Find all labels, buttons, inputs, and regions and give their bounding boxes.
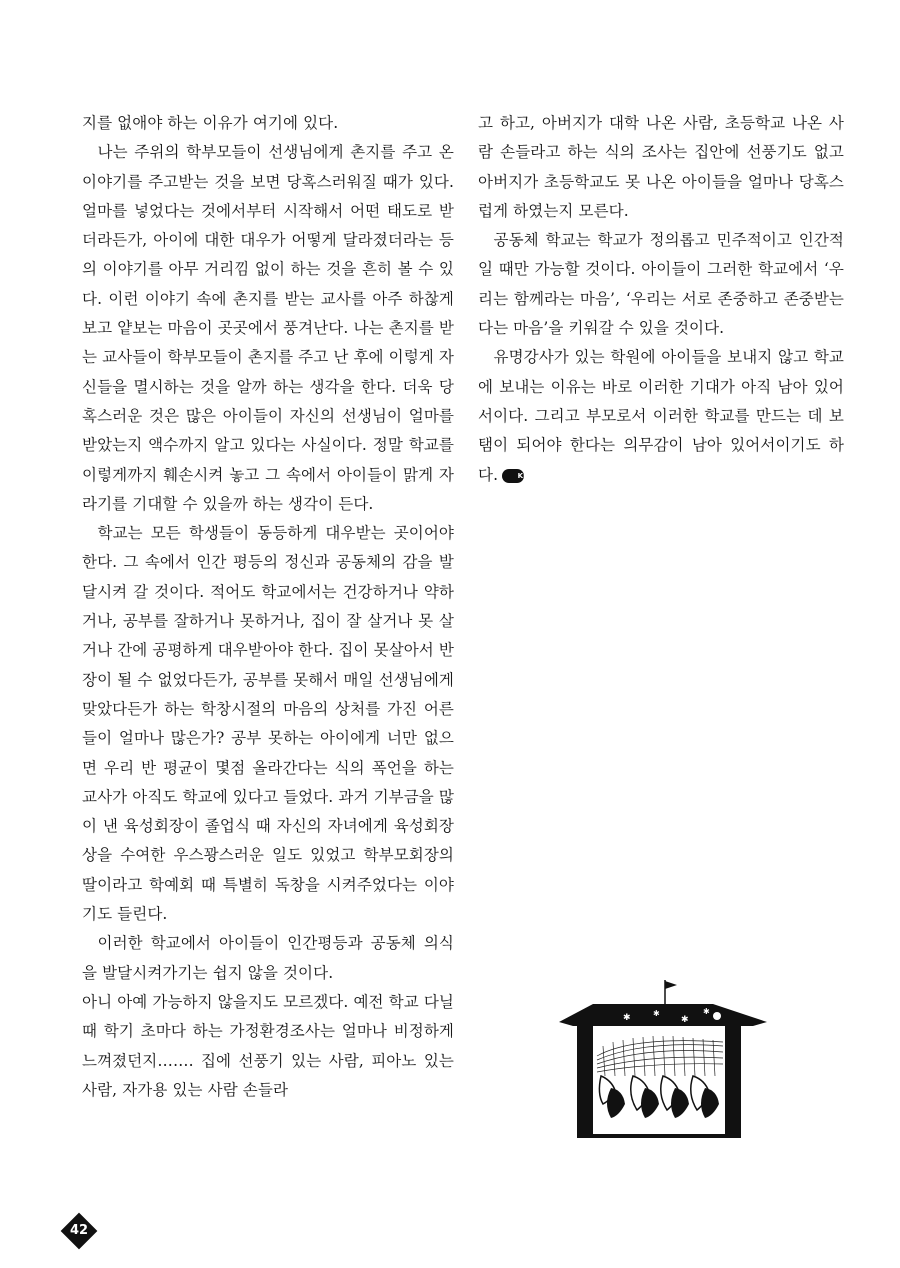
paragraph: 지를 없애야 하는 이유가 여기에 있다. (82, 114, 339, 132)
svg-text:✱: ✱ (623, 1013, 631, 1023)
svg-text:✱: ✱ (653, 1009, 660, 1018)
svg-text:✱: ✱ (681, 1015, 689, 1025)
svg-text:✱: ✱ (703, 1007, 710, 1016)
paragraph (478, 343, 844, 489)
paragraph-text: 유명강사가 있는 학원에 아이들을 보내지 않고 학교에 보내는 이유는 바로 이러한 기대가 아직 남아 있어서이다. 그리고 부모로서 이러한 학교를 만드는 데 보탬이 되어야 한다는 의무감이 남아 있어서이기도 하다. (478, 348, 844, 484)
left-text-column (82, 109, 454, 1105)
page-number (60, 1212, 98, 1250)
end-mark-icon: KED (502, 469, 524, 483)
paragraph: 공동체 학교는 학교가 정의롭고 민주적이고 인간적일 때만 가능할 것이다. 아이들이 그러한 학교에서 ‘우리는 함께라는 마음’, ‘우리는 서로 존중하고 존중받는다는 마음’을 키워갈 수 있을 것이다. (478, 231, 844, 338)
paragraph: 아니 아예 가능하지 않을지도 모르겠다. 예전 학교 다닐 때 학기 초마다 하는 가정환경조사는 얼마나 비정하게 느껴졌던지……. 집에 선풍기 있는 사람, 피아노 있는 사람, 자가용 있는 사람 손들라 (82, 992, 454, 1099)
house-with-flag-illustration (553, 976, 773, 1146)
paragraph: 학교는 모든 학생들이 동등하게 대우받는 곳이어야 한다. 그 속에서 인간 평등의 정신과 공동체의 감을 발달시켜 갈 것이다. 적어도 학교에서는 건강하거나 약하거나, 공부를 잘하거나 못하거나, 집이 잘 살거나 못 살거나 간에 공평하게 대우받아야 한다. 집이 못살아서 반장이 될 수 없었다든가, 공부를 못해서 매일 선생님에게 맞았다든가 하는 학창시절의 마음의 상처를 가진 어른들이 얼마나 많은가? 공부 못하는 아이에게 너만 없으면 우리 반 평균이 몇점 올라간다는 식의 폭언을 하는 교사가 아직도 학교에 있다고 들었다. 과거 기부금을 많이 낸 육성회장이 졸업식 때 자신의 자녀에게 육성회장상을 수여한 우스꽝스러운 일도 있었고 학부모회장의 딸이라고 학예회 때 특별히 독창을 시켜주었다는 이야기도 들린다. (82, 524, 454, 924)
right-text-column (478, 109, 844, 490)
paragraph: 나는 주위의 학부모들이 선생님에게 촌지를 주고 온 이야기를 주고받는 것을 보면 당혹스러워질 때가 있다. 얼마를 넣었다는 것에서부터 시작해서 어떤 태도로 받더라든가, 아이에 대한 대우가 어떻게 달라졌더라는 등의 이야기를 아무 거리낌 없이 하는 것을 흔히 볼 수 있다. 이런 이야기 속에 촌지를 받는 교사를 아주 하찮게 보고 얕보는 마음이 곳곳에서 풍겨난다. 나는 촌지를 받는 교사들이 학부모들이 촌지를 주고 난 후에 이렇게 자신들을 멸시하는 것을 알까 하는 생각을 한다. 더욱 당혹스러운 것은 많은 아이들이 자신의 선생님이 얼마를 받았는지 액수까지 알고 있다는 사실이다. 정말 학교를 이렇게까지 훼손시켜 놓고 그 속에서 아이들이 맑게 자라기를 기대할 수 있을까 하는 생각이 든다. (82, 143, 454, 513)
paragraph: 이러한 학교에서 아이들이 인간평등과 공동체 의식을 발달시켜가기는 쉽지 않을 것이다. (82, 934, 454, 982)
page-number-text: 42 (69, 1223, 89, 1238)
paragraph: 고 하고, 아버지가 대학 나온 사람, 초등학교 나온 사람 손들라고 하는 식의 조사는 집안에 선풍기도 없고 아버지가 초등학교도 못 나온 아이들을 얼마나 당혹스럽게 하였는지 모른다. (478, 114, 844, 220)
